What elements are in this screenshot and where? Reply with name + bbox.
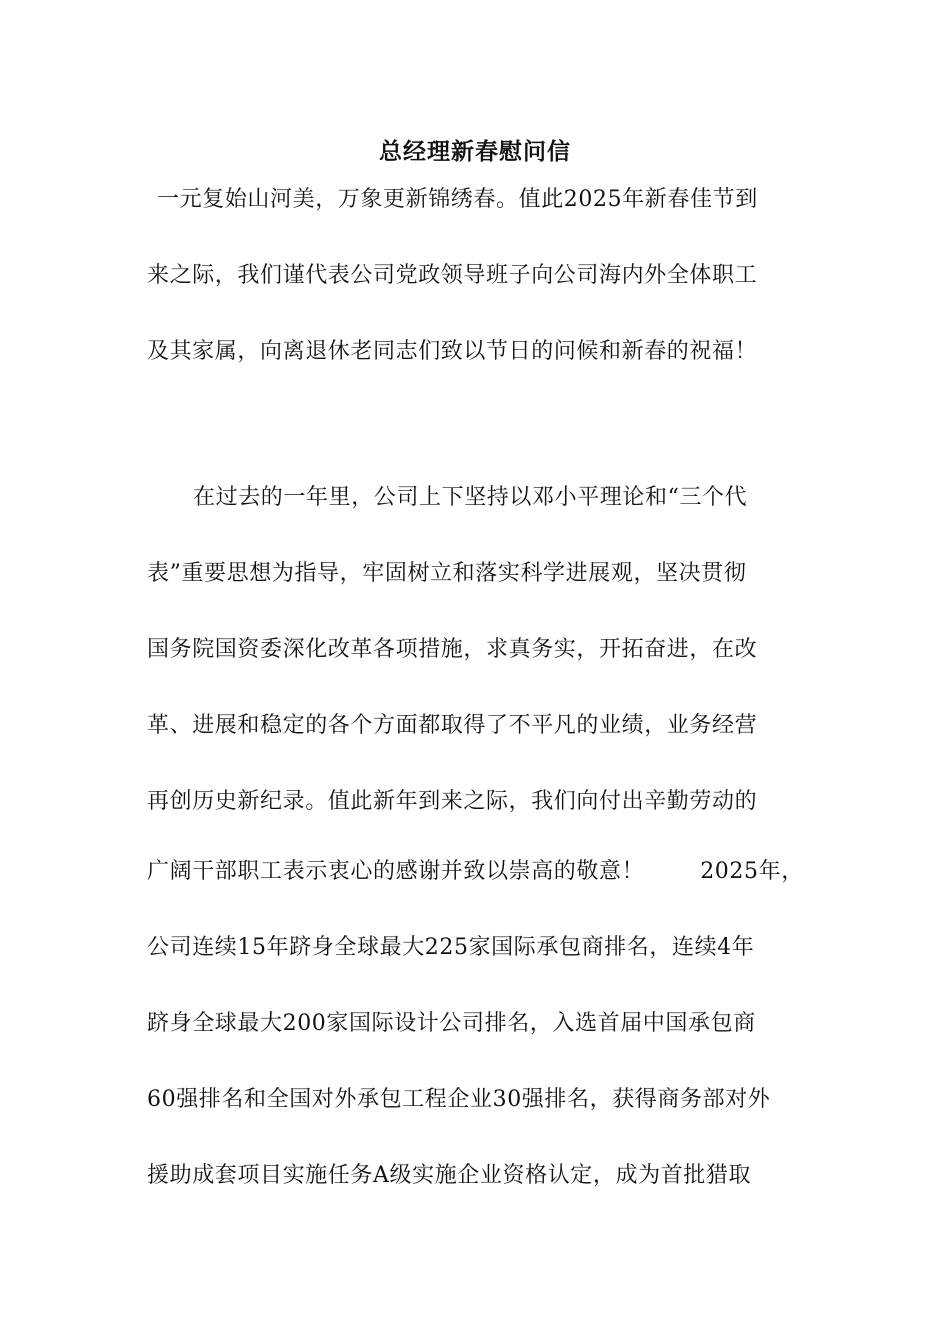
line-text: 广阔干部职工表示衷心的感谢并致以崇高的敬意！: [147, 859, 645, 884]
paragraph-line: 及其家属，向离退休老同志们致以节日的问候和新春的祝福！: [147, 339, 758, 364]
paragraph-line: 援助成套项目实施任务A级实施企业资格认定，成为首批猎取: [147, 1163, 752, 1188]
paragraph-line: 革、进展和稳定的各个方面都取得了不平凡的业绩，业务经营: [147, 713, 758, 738]
paragraph-line: 跻身全球最大200家国际设计公司排名，入选首届中国承包商: [147, 1011, 756, 1036]
paragraph-line: 60强排名和全国对外承包工程企业30强排名，获得商务部对外: [147, 1087, 771, 1112]
document-title: 总经理新春慰问信: [379, 138, 571, 165]
line-text: 2025年，: [700, 859, 804, 884]
paragraph-line: 再创历史新纪录。值此新年到来之际，我们向付出辛勤劳动的: [147, 789, 758, 814]
paragraph-line: 表”重要思想为指导，牢固树立和落实科学进展观，坚决贯彻: [147, 561, 747, 586]
paragraph-line: 一元复始山河美，万象更新锦绣春。值此2025年新春佳节到: [157, 187, 758, 212]
paragraph-line: [147, 856, 827, 888]
paragraph-line: 来之际，我们谨代表公司党政领导班子向公司海内外全体职工: [147, 263, 758, 288]
paragraph-line: 公司连续15年跻身全球最大225家国际承包商排名，连续4年: [147, 935, 755, 960]
paragraph-line: 国务院国资委深化改革各项措施，求真务实，开拓奋进，在改: [147, 637, 758, 662]
paragraph-line: 在过去的一年里，公司上下坚持以邓小平理论和“三个代: [193, 485, 748, 510]
